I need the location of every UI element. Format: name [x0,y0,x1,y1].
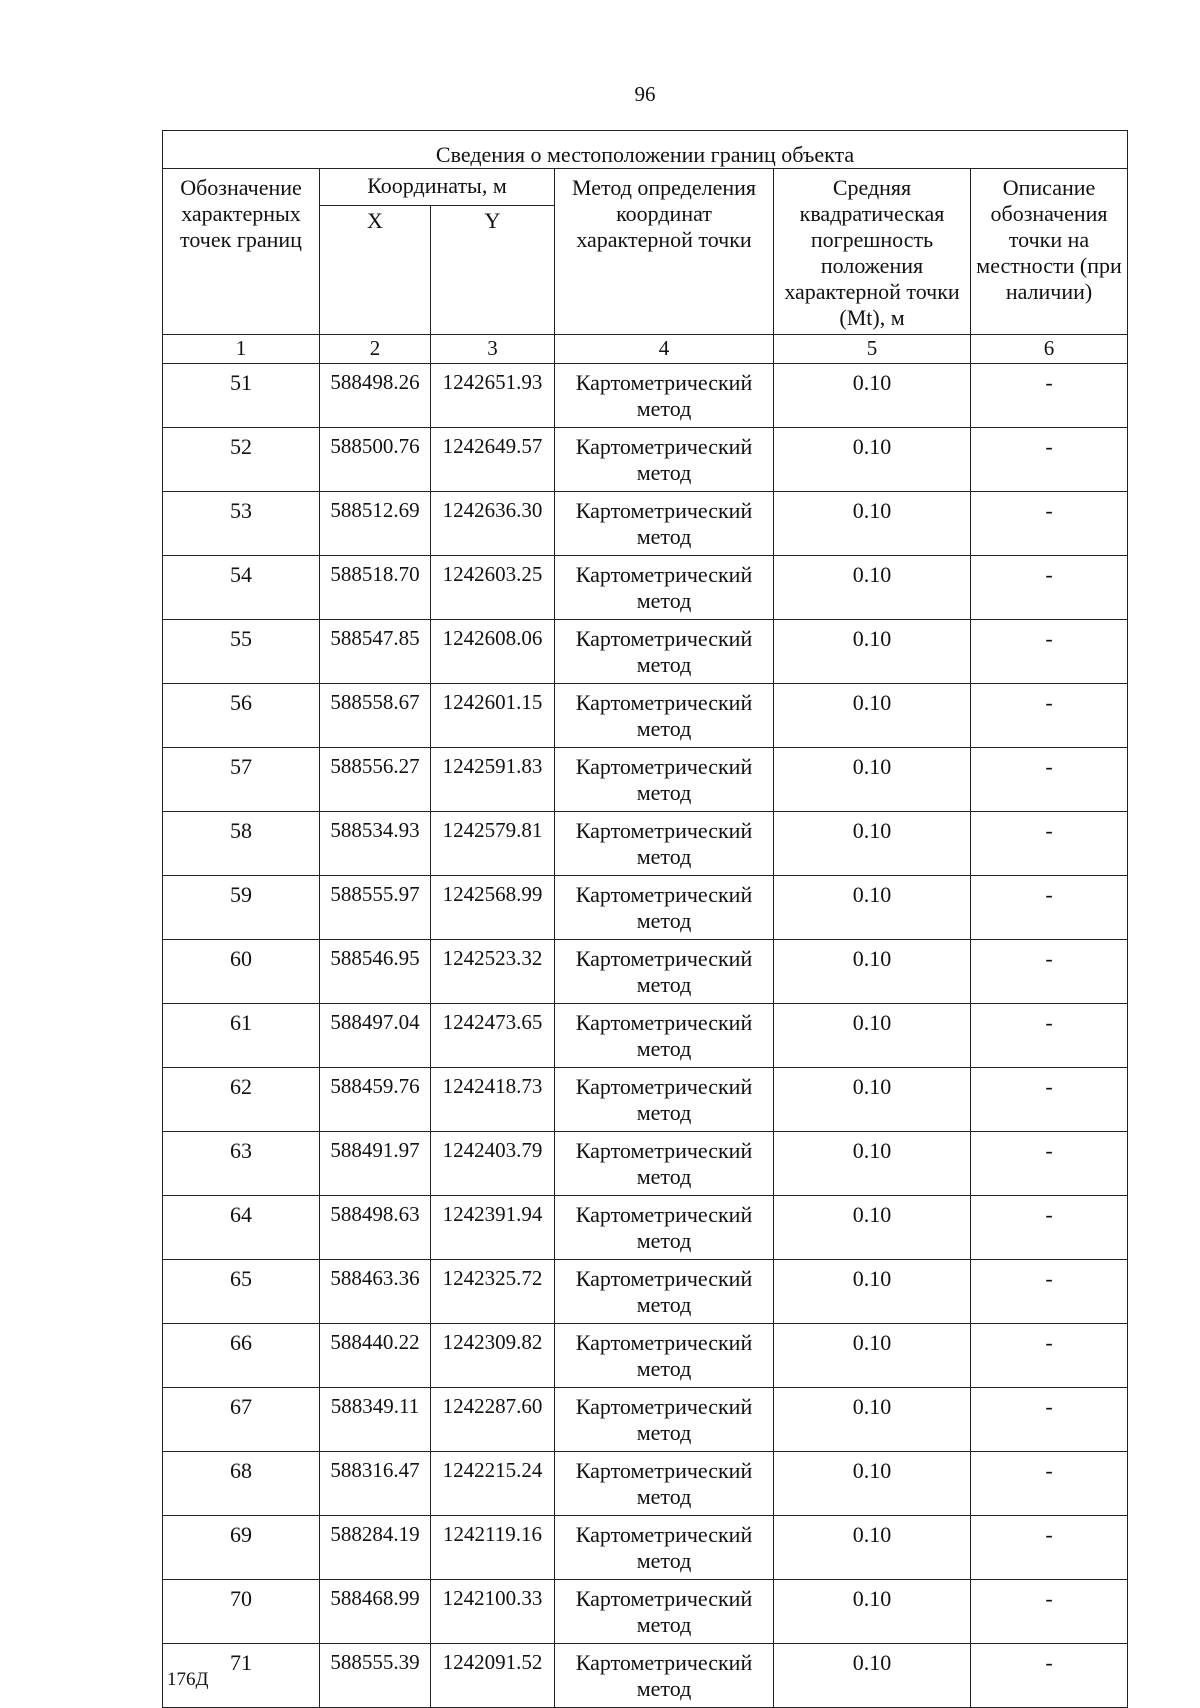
y-cell: 1242325.72 [431,1260,555,1324]
error-cell: 0.10 [774,812,971,876]
method-cell: Картометрический метод [555,1196,774,1260]
header-point-designation: Обозначение характерных точек границ [163,169,320,335]
y-cell: 1242636.30 [431,492,555,556]
description-cell: - [971,1132,1128,1196]
x-cell: 588459.76 [320,1068,431,1132]
error-cell: 0.10 [774,1324,971,1388]
x-cell: 588284.19 [320,1516,431,1580]
x-cell: 588556.27 [320,748,431,812]
description-cell: - [971,620,1128,684]
method-cell: Картометрический метод [555,1644,774,1708]
point-cell: 68 [163,1452,320,1516]
boundary-coordinates-table [162,130,1128,1708]
description-cell: - [971,556,1128,620]
error-cell: 0.10 [774,364,971,428]
method-cell: Картометрический метод [555,620,774,684]
y-cell: 1242591.83 [431,748,555,812]
method-cell: Картометрический метод [555,1580,774,1644]
point-cell: 60 [163,940,320,1004]
column-number: 1 [163,335,320,364]
header-error: Средняя квадратическая погрешность положения характерной точки (Mt), м [774,169,971,335]
header-description: Описание обозначения точки на местности (при наличии) [971,169,1128,335]
x-cell: 588440.22 [320,1324,431,1388]
header-coordinates: Координаты, м [320,169,555,206]
point-cell: 57 [163,748,320,812]
description-cell: - [971,1644,1128,1708]
description-cell: - [971,1516,1128,1580]
x-cell: 588468.99 [320,1580,431,1644]
error-cell: 0.10 [774,1516,971,1580]
point-cell: 52 [163,428,320,492]
table-row [163,1196,1128,1260]
table-row [163,876,1128,940]
table-row [163,1324,1128,1388]
description-cell: - [971,492,1128,556]
error-cell: 0.10 [774,1260,971,1324]
point-cell: 56 [163,684,320,748]
header-method: Метод определения координат характерной точки [555,169,774,335]
x-cell: 588555.97 [320,876,431,940]
column-number: 4 [555,335,774,364]
method-cell: Картометрический метод [555,1260,774,1324]
x-cell: 588555.39 [320,1644,431,1708]
table-row [163,492,1128,556]
method-cell: Картометрический метод [555,812,774,876]
x-cell: 588534.93 [320,812,431,876]
description-cell: - [971,1004,1128,1068]
table-row [163,1132,1128,1196]
method-cell: Картометрический метод [555,364,774,428]
point-cell: 58 [163,812,320,876]
y-cell: 1242100.33 [431,1580,555,1644]
y-cell: 1242418.73 [431,1068,555,1132]
column-number: 3 [431,335,555,364]
table-row [163,1388,1128,1452]
point-cell: 51 [163,364,320,428]
x-cell: 588316.47 [320,1452,431,1516]
table-caption: Сведения о местоположении границ объекта [163,131,1128,169]
y-cell: 1242215.24 [431,1452,555,1516]
x-cell: 588497.04 [320,1004,431,1068]
description-cell: - [971,1260,1128,1324]
description-cell: - [971,364,1128,428]
table-row [163,1644,1128,1708]
y-cell: 1242119.16 [431,1516,555,1580]
description-cell: - [971,748,1128,812]
table-row [163,1516,1128,1580]
method-cell: Картометрический метод [555,428,774,492]
method-cell: Картометрический метод [555,492,774,556]
error-cell: 0.10 [774,1388,971,1452]
point-cell: 62 [163,1068,320,1132]
error-cell: 0.10 [774,1452,971,1516]
table-row [163,812,1128,876]
x-cell: 588547.85 [320,620,431,684]
table-row [163,1068,1128,1132]
method-cell: Картометрический метод [555,748,774,812]
table-row [163,940,1128,1004]
error-cell: 0.10 [774,1644,971,1708]
point-cell: 54 [163,556,320,620]
table-row [163,1580,1128,1644]
error-cell: 0.10 [774,1196,971,1260]
point-cell: 63 [163,1132,320,1196]
point-cell: 69 [163,1516,320,1580]
y-cell: 1242601.15 [431,684,555,748]
table-row [163,1260,1128,1324]
y-cell: 1242579.81 [431,812,555,876]
point-cell: 64 [163,1196,320,1260]
x-cell: 588349.11 [320,1388,431,1452]
error-cell: 0.10 [774,1068,971,1132]
error-cell: 0.10 [774,620,971,684]
error-cell: 0.10 [774,556,971,620]
x-cell: 588498.63 [320,1196,431,1260]
page-number: 96 [634,82,656,106]
description-cell: - [971,428,1128,492]
method-cell: Картометрический метод [555,1004,774,1068]
description-cell: - [971,1452,1128,1516]
method-cell: Картометрический метод [555,1068,774,1132]
y-cell: 1242391.94 [431,1196,555,1260]
y-cell: 1242309.82 [431,1324,555,1388]
y-cell: 1242608.06 [431,620,555,684]
description-cell: - [971,1324,1128,1388]
table-body [163,364,1128,1708]
method-cell: Картометрический метод [555,556,774,620]
point-cell: 71 [163,1644,320,1708]
error-cell: 0.10 [774,1004,971,1068]
method-cell: Картометрический метод [555,1452,774,1516]
method-cell: Картометрический метод [555,1132,774,1196]
point-cell: 70 [163,1580,320,1644]
method-cell: Картометрический метод [555,1324,774,1388]
table-row [163,1004,1128,1068]
x-cell: 588546.95 [320,940,431,1004]
y-cell: 1242523.32 [431,940,555,1004]
y-cell: 1242473.65 [431,1004,555,1068]
y-cell: 1242568.99 [431,876,555,940]
description-cell: - [971,1388,1128,1452]
column-number: 6 [971,335,1128,364]
point-cell: 59 [163,876,320,940]
description-cell: - [971,1196,1128,1260]
x-cell: 588491.97 [320,1132,431,1196]
y-cell: 1242403.79 [431,1132,555,1196]
error-cell: 0.10 [774,876,971,940]
table-row [163,428,1128,492]
header-x: X [320,206,431,335]
description-cell: - [971,684,1128,748]
point-cell: 61 [163,1004,320,1068]
column-number: 2 [320,335,431,364]
method-cell: Картометрический метод [555,1388,774,1452]
error-cell: 0.10 [774,1580,971,1644]
y-cell: 1242287.60 [431,1388,555,1452]
point-cell: 53 [163,492,320,556]
x-cell: 588500.76 [320,428,431,492]
y-cell: 1242651.93 [431,364,555,428]
description-cell: - [971,1580,1128,1644]
x-cell: 588518.70 [320,556,431,620]
point-cell: 66 [163,1324,320,1388]
header-y: Y [431,206,555,335]
method-cell: Картометрический метод [555,940,774,1004]
point-cell: 67 [163,1388,320,1452]
x-cell: 588498.26 [320,364,431,428]
x-cell: 588512.69 [320,492,431,556]
y-cell: 1242603.25 [431,556,555,620]
error-cell: 0.10 [774,428,971,492]
method-cell: Картометрический метод [555,1516,774,1580]
point-cell: 65 [163,1260,320,1324]
table-row [163,364,1128,428]
description-cell: - [971,1068,1128,1132]
description-cell: - [971,876,1128,940]
column-number-row [163,335,1128,364]
x-cell: 588463.36 [320,1260,431,1324]
method-cell: Картометрический метод [555,684,774,748]
table-row [163,556,1128,620]
error-cell: 0.10 [774,940,971,1004]
method-cell: Картометрический метод [555,876,774,940]
error-cell: 0.10 [774,492,971,556]
y-cell: 1242091.52 [431,1644,555,1708]
table-row [163,620,1128,684]
table-row [163,748,1128,812]
table-row [163,684,1128,748]
x-cell: 588558.67 [320,684,431,748]
error-cell: 0.10 [774,748,971,812]
description-cell: - [971,940,1128,1004]
footer-code: 176Д [167,1669,209,1690]
y-cell: 1242649.57 [431,428,555,492]
description-cell: - [971,812,1128,876]
error-cell: 0.10 [774,1132,971,1196]
table-row [163,1452,1128,1516]
point-cell: 55 [163,620,320,684]
column-number: 5 [774,335,971,364]
error-cell: 0.10 [774,684,971,748]
